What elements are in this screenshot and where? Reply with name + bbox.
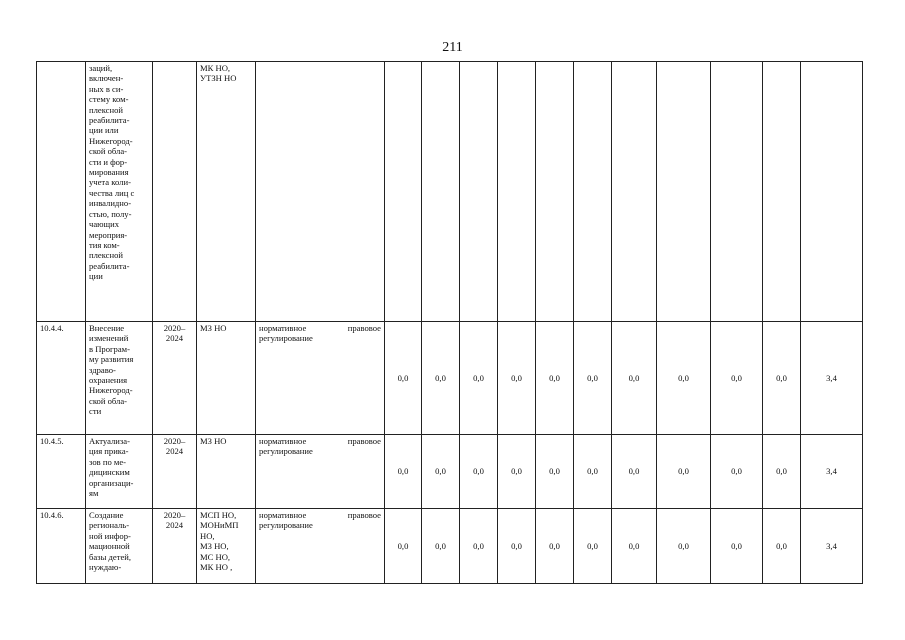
funding-value-cell: 0,0 — [657, 322, 711, 435]
funding-value-cell — [460, 62, 498, 322]
table-row — [37, 322, 863, 435]
activity-result — [256, 62, 385, 322]
funding-value-cell — [612, 62, 657, 322]
activity-executors: МСП НО, МОНиМП НО, МЗ НО, МС НО, МК НО , — [197, 509, 256, 584]
funding-value-cell: 0,0 — [460, 435, 498, 509]
activity-result: нормативное правовое регулирование — [256, 322, 385, 435]
funding-value-cell: 0,0 — [498, 322, 536, 435]
funding-value-cell: 0,0 — [763, 435, 801, 509]
funding-value-cell: 0,0 — [498, 509, 536, 584]
activity-period: 2020– 2024 — [153, 322, 197, 435]
funding-value-cell: 0,0 — [612, 509, 657, 584]
activity-result: нормативное правовое регулирование — [256, 435, 385, 509]
activity-code — [37, 62, 86, 322]
funding-value-cell: 3,4 — [801, 509, 863, 584]
activity-period: 2020– 2024 — [153, 509, 197, 584]
funding-value-cell — [422, 62, 460, 322]
table-row — [37, 435, 863, 509]
funding-value-cell: 3,4 — [801, 322, 863, 435]
funding-value-cell: 0,0 — [385, 322, 422, 435]
funding-value-cell — [763, 62, 801, 322]
activity-executors: МЗ НО — [197, 435, 256, 509]
funding-value-cell: 0,0 — [612, 322, 657, 435]
funding-value-cell: 0,0 — [498, 435, 536, 509]
funding-value-cell: 0,0 — [711, 509, 763, 584]
activity-code: 10.4.6. — [37, 509, 86, 584]
funding-value-cell: 0,0 — [657, 435, 711, 509]
activity-result: нормативное правовое регулирование — [256, 509, 385, 584]
funding-value-cell: 0,0 — [460, 322, 498, 435]
funding-value-cell: 0,0 — [422, 322, 460, 435]
activity-code: 10.4.5. — [37, 435, 86, 509]
funding-value-cell — [574, 62, 612, 322]
activity-description: Актуализа- ция прика- зов по ме- дицинским организаци- ям — [86, 435, 153, 509]
funding-value-cell: 0,0 — [711, 435, 763, 509]
funding-value-cell: 0,0 — [763, 509, 801, 584]
funding-value-cell: 0,0 — [422, 435, 460, 509]
funding-value-cell: 0,0 — [422, 509, 460, 584]
activity-period: 2020– 2024 — [153, 435, 197, 509]
funding-value-cell — [801, 62, 863, 322]
funding-value-cell — [536, 62, 574, 322]
activity-period — [153, 62, 197, 322]
table-row — [37, 62, 863, 322]
activity-code: 10.4.4. — [37, 322, 86, 435]
funding-value-cell: 0,0 — [536, 509, 574, 584]
program-activities-table — [36, 61, 863, 584]
funding-value-cell: 0,0 — [460, 509, 498, 584]
funding-value-cell — [385, 62, 422, 322]
activity-description: Внесение изменений в Програм- му развития здраво- охранения Нижегород- ской обла- сти — [86, 322, 153, 435]
funding-value-cell: 0,0 — [385, 509, 422, 584]
funding-value-cell: 0,0 — [385, 435, 422, 509]
funding-value-cell: 0,0 — [657, 509, 711, 584]
page-number: 211 — [442, 40, 463, 55]
funding-value-cell — [657, 62, 711, 322]
funding-value-cell — [711, 62, 763, 322]
funding-value-cell — [498, 62, 536, 322]
activity-description: Создание региональ- ной инфор- мационной базы детей, нуждаю- — [86, 509, 153, 584]
table-row — [37, 509, 863, 584]
funding-value-cell: 0,0 — [536, 322, 574, 435]
funding-value-cell: 0,0 — [536, 435, 574, 509]
funding-value-cell: 0,0 — [763, 322, 801, 435]
funding-value-cell: 0,0 — [574, 322, 612, 435]
activity-description: заций, включен- ных в си- стему ком- плексной реабилита- ции или Нижегород- ской обла- сти и фор- мирования учета коли- чества лиц с инвалидно- стью, полу- чающих мероприя- тия ком- плексной реабилита- ции — [86, 62, 153, 322]
funding-value-cell: 3,4 — [801, 435, 863, 509]
activity-executors: МЗ НО — [197, 322, 256, 435]
activity-executors: МК НО, УТЗН НО — [197, 62, 256, 322]
funding-value-cell: 0,0 — [612, 435, 657, 509]
funding-value-cell: 0,0 — [574, 435, 612, 509]
funding-value-cell: 0,0 — [574, 509, 612, 584]
funding-value-cell: 0,0 — [711, 322, 763, 435]
